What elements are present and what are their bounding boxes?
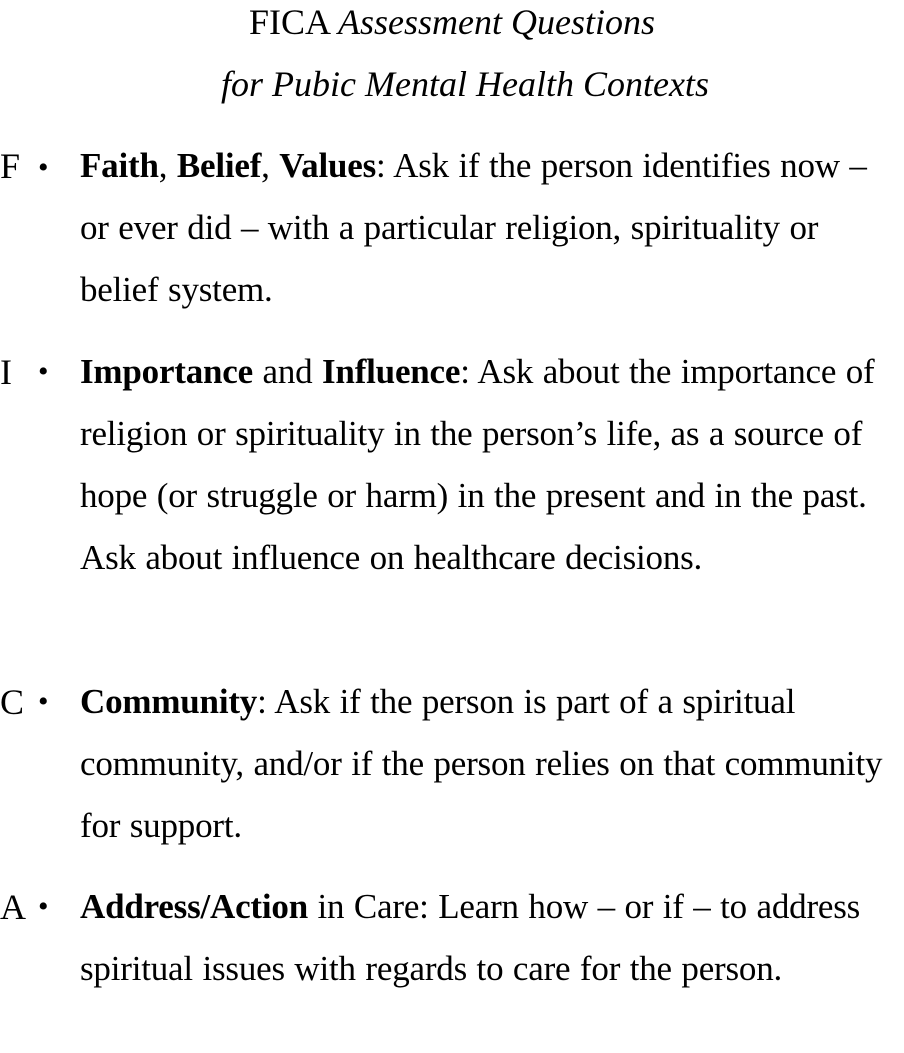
item-a-term-address-action: Address/Action <box>80 887 308 926</box>
bullet-a: • <box>38 890 49 923</box>
bullet-c: • <box>38 685 49 718</box>
item-c-term-community: Community <box>80 682 258 721</box>
item-f-sep1: , <box>158 146 177 185</box>
title-italic-part: Assessment Questions <box>338 2 656 42</box>
item-c-text <box>80 671 900 857</box>
item-letter-c: C <box>0 682 25 722</box>
item-letter-a: A <box>0 887 26 927</box>
item-f-description: : Ask if the person identifies now – or ever did – with a particular religion, spirituality or belief system. <box>80 146 867 309</box>
item-i-sep1: and <box>252 352 323 391</box>
item-i-term-importance: Importance <box>80 352 253 391</box>
item-a-text <box>80 876 900 1000</box>
item-f-term-faith: Faith <box>80 146 159 185</box>
item-f-text <box>80 135 900 321</box>
page-subtitle: for Pubic Mental Health Contexts <box>221 64 709 104</box>
item-f-term-values: Values <box>279 146 376 185</box>
item-c-description: : Ask if the person is part of a spiritual community, and/or if the person relies on that community for support. <box>80 682 883 845</box>
item-letter-i: I <box>0 352 12 392</box>
bullet-i: • <box>38 355 49 388</box>
item-i-term-influence: Influence <box>322 352 461 391</box>
item-letter-f: F <box>0 146 21 186</box>
item-f-sep2: , <box>261 146 280 185</box>
title-acronym: FICA <box>248 2 330 42</box>
bullet-f: • <box>38 151 49 184</box>
item-i-text <box>80 341 900 589</box>
page-title <box>0 2 904 42</box>
item-a-description: in Care: Learn how – or if – to address spiritual issues with regards to care for the person. <box>80 887 861 988</box>
item-i-description: : Ask about the importance of religion or spirituality in the person’s life, as a source of hope (or struggle or harm) in the present and in the past. Ask about influence on healthcare decisions. <box>80 352 875 577</box>
item-f-term-belief: Belief <box>176 146 262 185</box>
